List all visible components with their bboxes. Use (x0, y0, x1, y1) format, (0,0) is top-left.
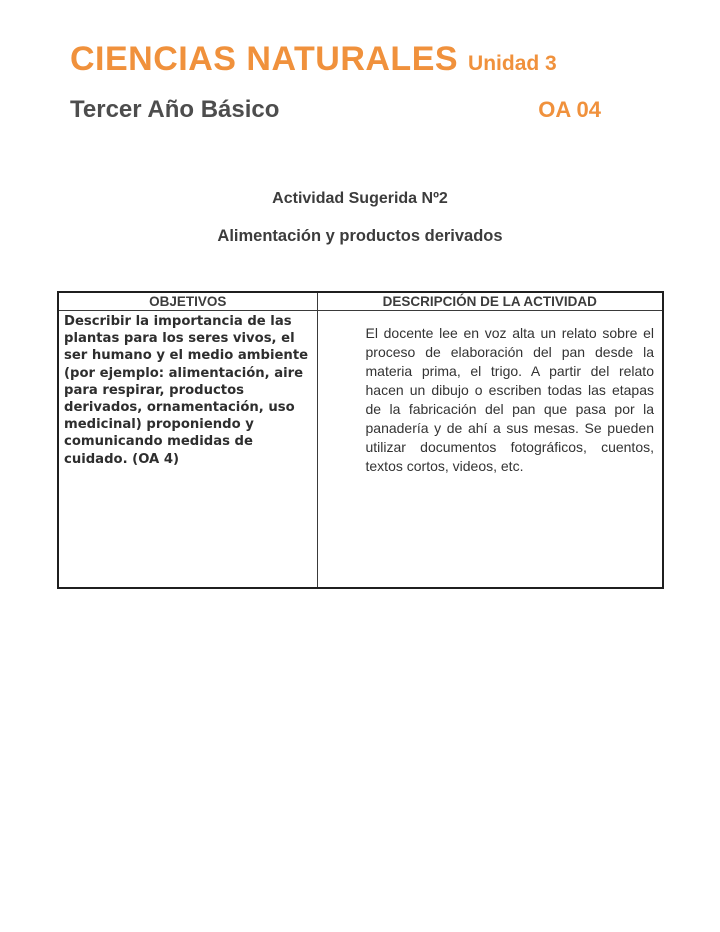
table-row (58, 311, 663, 589)
activity-title: Actividad Sugerida Nº2 (272, 190, 448, 207)
document-header (70, 40, 557, 79)
activity-subtitle: Alimentación y productos derivados (217, 227, 503, 245)
unit-label: Unidad 3 (468, 52, 557, 75)
table-header-row (58, 292, 663, 311)
descripcion-cell: El docente lee en voz alta un relato sobre el proceso de elaboración del pan desde la materia prima, el trigo. A partir del relato hacen un dibujo o escriben todas las etapas de la fabricación del pan que pasa por la panadería y de ahí a sus mesas. Se pueden utilizar documentos fotográficos, cuentos, textos cortos, videos, etc. (317, 311, 663, 589)
descripcion-column-header: DESCRIPCIÓN DE LA ACTIVIDAD (317, 292, 663, 311)
oa-code-label: OA 04 (538, 97, 601, 122)
objetivos-cell: Describir la importancia de las plantas para los seres vivos, el ser humano y el medio ambiente (por ejemplo: alimentación, aire para respirar, productos derivados, ornamentación, uso medicinal) proponiendo y comunicando medidas de cuidado. (OA 4) (58, 311, 317, 589)
grade-line (70, 96, 601, 124)
grade-title: Tercer Año Básico (70, 96, 280, 123)
activity-table (57, 291, 664, 589)
course-title: CIENCIAS NATURALES (70, 40, 459, 78)
objetivos-column-header: OBJETIVOS (58, 292, 317, 311)
